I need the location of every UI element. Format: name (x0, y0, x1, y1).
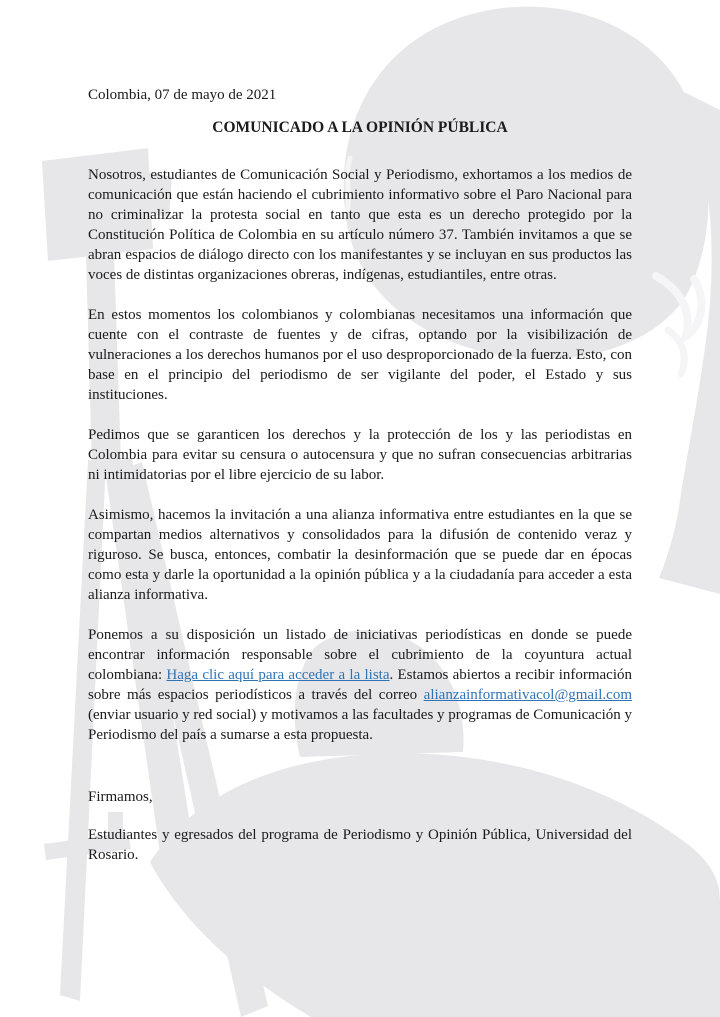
signatories: Estudiantes y egresados del programa de Periodismo y Opinión Pública, Universidad del Rosario. (88, 827, 632, 863)
initiatives-text-before-link: Ponemos a su disposición un listado de iniciativas periodísticas en donde se puede encontrar información responsable sobre el cubrimiento de la coyuntura actual colombiana: (88, 627, 632, 683)
paragraph-alliance-invitation: Asimismo, hacemos la invitación a una alianza informativa entre estudiantes en la que se compartan medios alternativos y consolidados para la difusión de contenido veraz y riguroso. Se busca, entonces, combatir la desinformación que se puede dar en épocas como esta y darle la oportunidad a la opinión pública y a la ciudadanía para acceder a esta alianza informativa. (88, 507, 632, 603)
document-date: Colombia, 07 de mayo de 2021 (88, 87, 277, 103)
initiatives-text-middle: . Estamos abiertos a recibir información sobre más espacios periodísticos a través del correo (88, 667, 633, 703)
list-access-link[interactable]: Haga clic aquí para acceder a la lista (166, 667, 390, 683)
signoff: Firmamos, (88, 789, 153, 805)
document-body (88, 85, 632, 865)
initiatives-text-after: (enviar usuario y red social) y motivamos a las facultades y programas de Comunicación y Periodismo del país a sumarse a esta propuesta. (88, 707, 632, 743)
paragraph-journalist-protection: Pedimos que se garanticen los derechos y la protección de los y las periodistas en Colombia para evitar su censura o autocensura y que no sufran consecuencias arbitrarias ni intimidatorias por el libre ejercicio de su labor. (88, 427, 632, 483)
paragraph-exhortation: Nosotros, estudiantes de Comunicación Social y Periodismo, exhortamos a los medios de comunicación que están haciendo el cubrimiento informativo sobre el Paro Nacional para no criminalizar la protesta social en tanto que esta es un derecho protegido por la Constitución Política de Colombia en su artículo número 37. También invitamos a que se abran espacios de diálogo directo con los manifestantes y se incluyan en sus productos las voces de distintas organizaciones obreras, indígenas, estudiantiles, entre otras. (88, 167, 632, 283)
paragraph-information-need: En estos momentos los colombianos y colombianas necesitamos una información que cuente con el contraste de fuentes y de cifras, optando por la visibilización de vulneraciones a los derechos humanos por el uso desproporcionado de la fuerza. Esto, con base en el principio del periodismo de ser vigilante del poder, el Estado y sus instituciones. (88, 307, 632, 403)
document-title: COMUNICADO A LA OPINIÓN PÚBLICA (212, 119, 508, 136)
paragraph-initiatives-list (88, 625, 632, 745)
email-link[interactable]: alianzainformativacol@gmail.com (423, 687, 632, 703)
